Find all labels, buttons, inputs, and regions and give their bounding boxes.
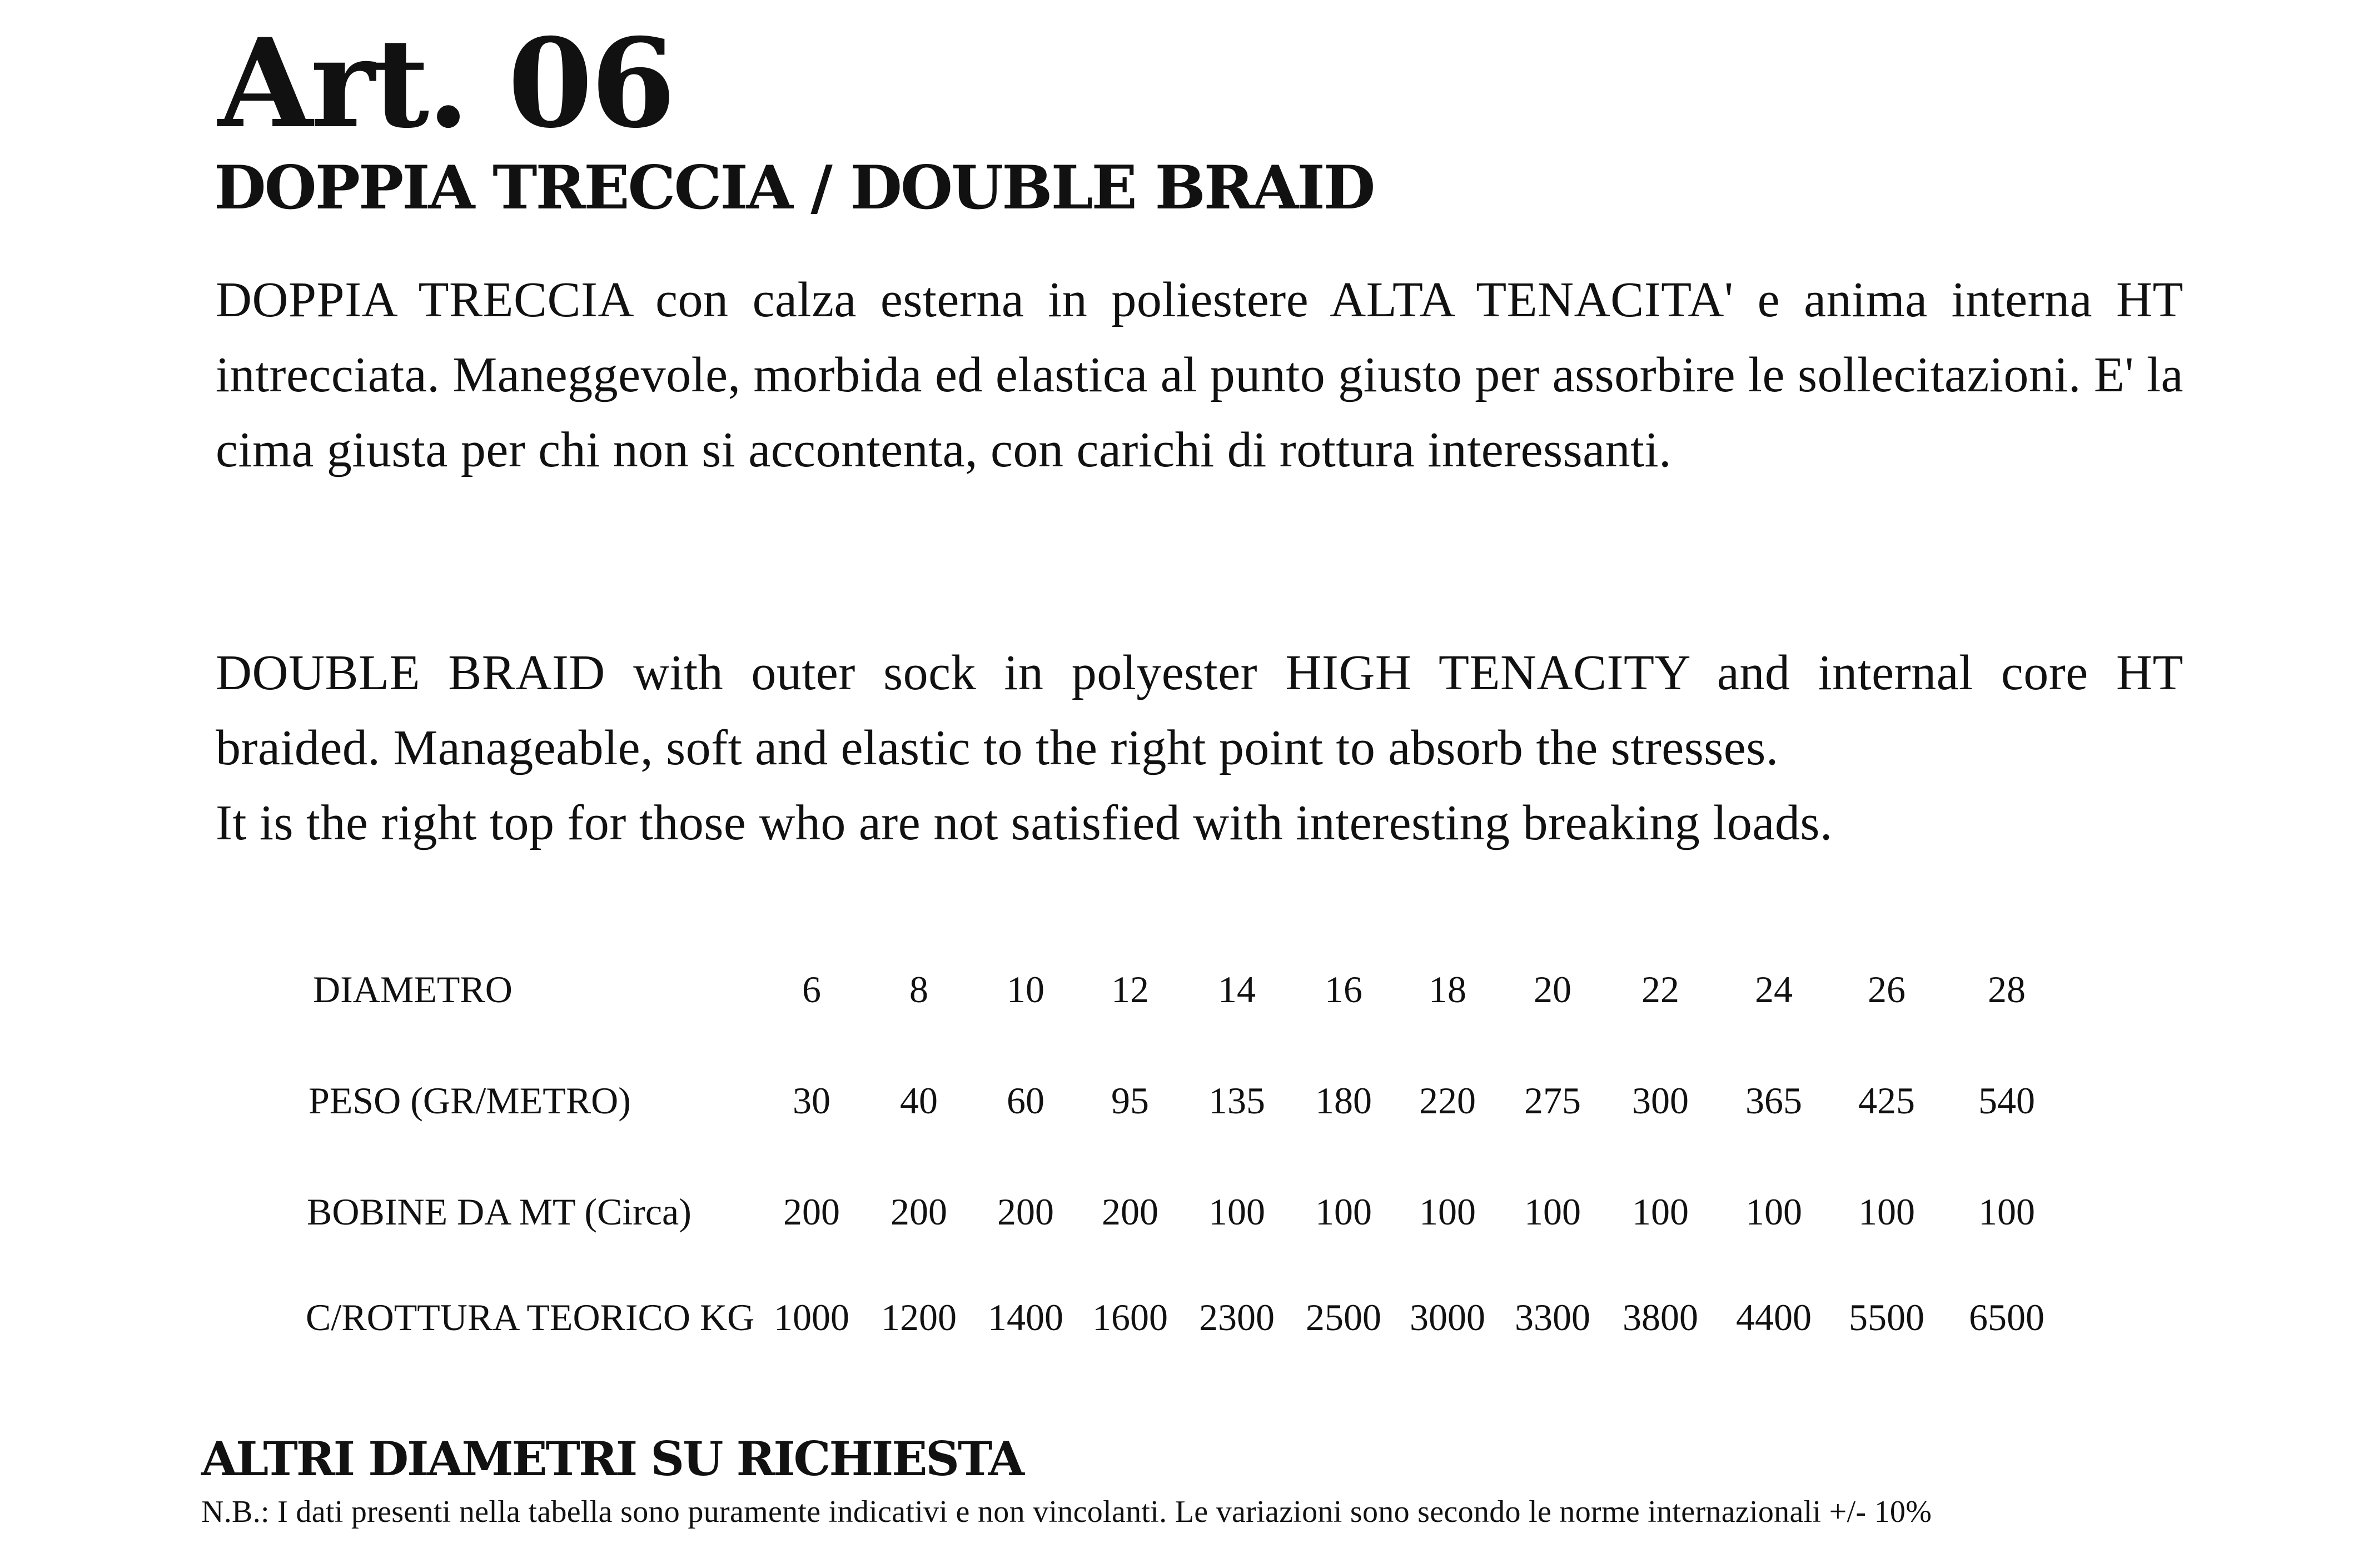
- spec-cell: 100: [1524, 1191, 1581, 1233]
- spec-cell: 100: [1315, 1191, 1372, 1233]
- spec-cell: 6: [802, 968, 821, 1011]
- spec-cell: 1200: [881, 1296, 957, 1338]
- spec-cell: 24: [1755, 968, 1793, 1011]
- spec-cell: 200: [1102, 1191, 1158, 1233]
- spec-cell: 220: [1419, 1079, 1476, 1122]
- other-diameters-note: ALTRI DIAMETRI SU RICHIESTA: [201, 1431, 1023, 1486]
- spec-cell: 1000: [774, 1296, 849, 1338]
- spec-row-label: BOBINE DA MT (Circa): [307, 1191, 692, 1233]
- spec-row-label: C/ROTTURA TEORICO KG: [306, 1296, 755, 1338]
- description-italian: DOPPIA TRECCIA con calza esterna in poliestere ALTA TENACITA' e anima interna HT intrecciata. Maneggevole, morbida ed elastica al punto giusto per assorbire le sollecitazioni. E' la cima giusta per chi non si accontenta, con carichi di rottura interessanti.: [216, 272, 2183, 477]
- spec-cell: 14: [1218, 968, 1256, 1011]
- spec-cell: 16: [1325, 968, 1362, 1011]
- spec-cell: 20: [1534, 968, 1571, 1011]
- spec-cell: 6500: [1969, 1296, 2044, 1338]
- description-english-line: It is the right top for those who are not satisfied with interesting breaking loads.: [216, 795, 1833, 850]
- spec-cell: 200: [891, 1191, 947, 1233]
- spec-cell: 60: [1007, 1079, 1044, 1122]
- spec-cell: 200: [997, 1191, 1054, 1233]
- spec-cell: 100: [1978, 1191, 2035, 1233]
- spec-cell: 3800: [1623, 1296, 1698, 1338]
- spec-cell: 3000: [1410, 1296, 1485, 1338]
- spec-cell: 100: [1745, 1191, 1802, 1233]
- article-title: Art. 06: [218, 11, 674, 155]
- spec-cell: 18: [1429, 968, 1466, 1011]
- spec-cell: 4400: [1736, 1296, 1812, 1338]
- spec-cell: 100: [1632, 1191, 1689, 1233]
- spec-cell: 3300: [1515, 1296, 1590, 1338]
- spec-cell: 28: [1988, 968, 2026, 1011]
- spec-cell: 40: [900, 1079, 938, 1122]
- spec-cell: 2500: [1306, 1296, 1381, 1338]
- spec-cell: 1600: [1092, 1296, 1168, 1338]
- spec-cell: 100: [1858, 1191, 1915, 1233]
- spec-row-label: PESO (GR/METRO): [309, 1079, 631, 1122]
- spec-cell: 300: [1632, 1079, 1689, 1122]
- spec-cell: 180: [1315, 1079, 1372, 1122]
- spec-cell: 2300: [1199, 1296, 1275, 1338]
- spec-cell: 8: [909, 968, 928, 1011]
- spec-cell: 1400: [988, 1296, 1063, 1338]
- spec-row-label: DIAMETRO: [313, 968, 513, 1011]
- description-english: [216, 635, 2183, 860]
- spec-cell: 100: [1208, 1191, 1265, 1233]
- spec-cell: 425: [1858, 1079, 1915, 1122]
- spec-cell: 200: [783, 1191, 840, 1233]
- spec-cell: 12: [1111, 968, 1149, 1011]
- spec-cell: 135: [1208, 1079, 1265, 1122]
- disclaimer-note: N.B.: I dati presenti nella tabella sono puramente indicativi e non vincolanti. Le variazioni sono secondo le norme internazionali +/- 10%: [201, 1495, 1932, 1529]
- product-name: DOPPIA TRECCIA / DOUBLE BRAID: [214, 153, 1374, 223]
- spec-cell: 95: [1111, 1079, 1149, 1122]
- spec-cell: 365: [1745, 1079, 1802, 1122]
- spec-cell: 10: [1007, 968, 1044, 1011]
- spec-cell: 540: [1978, 1079, 2035, 1122]
- spec-cell: 275: [1524, 1079, 1581, 1122]
- spec-cell: 30: [793, 1079, 830, 1122]
- spec-cell: 5500: [1849, 1296, 1924, 1338]
- description-english-line: DOUBLE BRAID with outer sock in polyester HIGH TENACITY and internal core HT: [216, 645, 2183, 700]
- spec-cell: 22: [1641, 968, 1679, 1011]
- spec-cell: 26: [1868, 968, 1906, 1011]
- description-english-line: braided. Manageable, soft and elastic to the right point to absorb the stresses.: [216, 720, 1779, 775]
- spec-cell: 100: [1419, 1191, 1476, 1233]
